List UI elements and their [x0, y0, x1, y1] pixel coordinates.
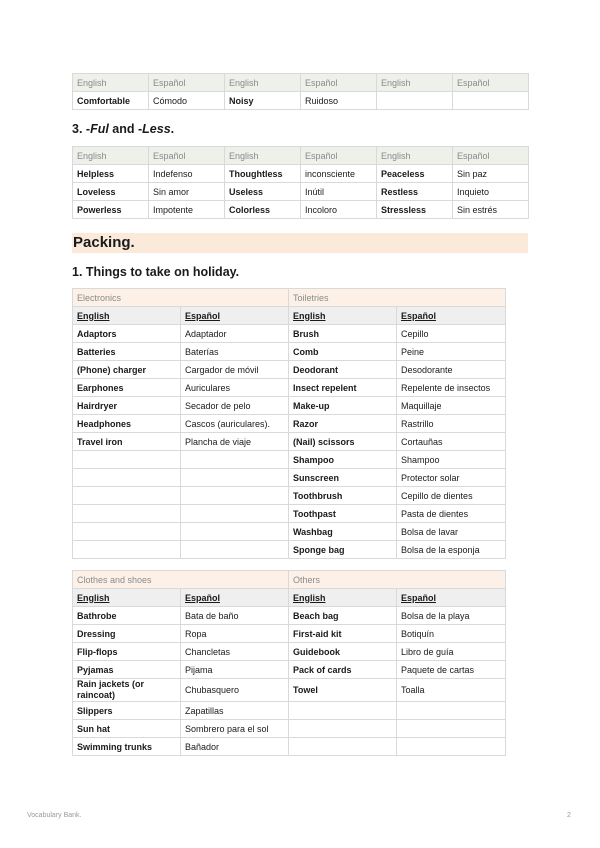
table-row: [73, 469, 506, 487]
col-header: English: [289, 589, 397, 607]
english-cell: Brush: [289, 325, 397, 343]
english-cell: First-aid kit: [289, 625, 397, 643]
spanish-cell: [397, 702, 506, 720]
english-cell: Swimming trunks: [73, 738, 181, 756]
spanish-cell: Cómodo: [149, 92, 225, 110]
spanish-cell: Baterías: [181, 343, 289, 361]
table-header-row: [73, 147, 529, 165]
packing-section-band: [72, 233, 528, 253]
spanish-cell: Inquieto: [453, 183, 529, 201]
english-cell: Rain jackets (or raincoat): [73, 679, 181, 702]
english-cell: Useless: [225, 183, 301, 201]
english-cell: (Phone) charger: [73, 361, 181, 379]
heading-prefix: 3. -: [72, 122, 91, 136]
column-header-row: [73, 307, 506, 325]
english-cell: Helpless: [73, 165, 149, 183]
table-row: [73, 397, 506, 415]
english-cell: Powerless: [73, 201, 149, 219]
english-cell: Sponge bag: [289, 541, 397, 559]
table-row: [73, 415, 506, 433]
spanish-cell: Bolsa de lavar: [397, 523, 506, 541]
table-row: [73, 505, 506, 523]
english-cell: Comb: [289, 343, 397, 361]
col-header: Español: [181, 589, 289, 607]
english-cell: Loveless: [73, 183, 149, 201]
english-cell: Flip-flops: [73, 643, 181, 661]
english-cell: Peaceless: [377, 165, 453, 183]
spanish-cell: Sin amor: [149, 183, 225, 201]
english-cell: Earphones: [73, 379, 181, 397]
section-heading-ful-less: [72, 122, 174, 136]
spanish-cell: Peine: [397, 343, 506, 361]
table-row: [73, 607, 506, 625]
table-row: [73, 661, 506, 679]
english-cell: Stressless: [377, 201, 453, 219]
table-row: [73, 379, 506, 397]
english-cell: [73, 451, 181, 469]
english-cell: [73, 541, 181, 559]
col-header: Español: [453, 147, 529, 165]
english-cell: Pyjamas: [73, 661, 181, 679]
english-cell: [73, 487, 181, 505]
spanish-cell: [181, 487, 289, 505]
col-header: Español: [397, 307, 506, 325]
spanish-cell: Secador de pelo: [181, 397, 289, 415]
spanish-cell: Rastrillo: [397, 415, 506, 433]
table-row: [73, 679, 506, 702]
english-cell: Bathrobe: [73, 607, 181, 625]
spanish-cell: Indefenso: [149, 165, 225, 183]
english-cell: Headphones: [73, 415, 181, 433]
spanish-cell: Chubasquero: [181, 679, 289, 702]
english-cell: Towel: [289, 679, 397, 702]
spanish-cell: [181, 469, 289, 487]
spanish-cell: Ruidoso: [301, 92, 377, 110]
col-header: Español: [149, 147, 225, 165]
spanish-cell: Desodorante: [397, 361, 506, 379]
table-row: [73, 201, 529, 219]
table-row: [73, 343, 506, 361]
spanish-cell: Bata de baño: [181, 607, 289, 625]
spanish-cell: Toalla: [397, 679, 506, 702]
category-electronics: Electronics: [73, 289, 289, 307]
col-header: Español: [149, 74, 225, 92]
spanish-cell: Paquete de cartas: [397, 661, 506, 679]
col-header: English: [73, 589, 181, 607]
english-cell: (Nail) scissors: [289, 433, 397, 451]
spanish-cell: Bolsa de la playa: [397, 607, 506, 625]
english-cell: Colorless: [225, 201, 301, 219]
english-cell: Dressing: [73, 625, 181, 643]
spanish-cell: Ropa: [181, 625, 289, 643]
english-cell: Adaptors: [73, 325, 181, 343]
col-header: English: [377, 147, 453, 165]
col-header: Español: [453, 74, 529, 92]
english-cell: Sun hat: [73, 720, 181, 738]
spanish-cell: Cargador de móvil: [181, 361, 289, 379]
spanish-cell: Repelente de insectos: [397, 379, 506, 397]
table-row: [73, 451, 506, 469]
english-cell: Hairdryer: [73, 397, 181, 415]
spanish-cell: Pasta de dientes: [397, 505, 506, 523]
heading-period: .: [170, 122, 175, 136]
category-toiletries: Toiletries: [289, 289, 506, 307]
ful-less-table: [72, 146, 529, 219]
spanish-cell: Plancha de viaje: [181, 433, 289, 451]
spanish-cell: Cepillo: [397, 325, 506, 343]
english-cell: Noisy: [225, 92, 301, 110]
english-cell: Comfortable: [73, 92, 149, 110]
table-row: [73, 702, 506, 720]
spanish-cell: Shampoo: [397, 451, 506, 469]
category-others: Others: [289, 571, 506, 589]
english-cell: Beach bag: [289, 607, 397, 625]
spanish-cell: inconsciente: [301, 165, 377, 183]
heading-and: and -: [108, 122, 143, 136]
spanish-cell: Cascos (auriculares).: [181, 415, 289, 433]
english-cell: Toothbrush: [289, 487, 397, 505]
table-row: [73, 720, 506, 738]
category-row: [73, 571, 506, 589]
spanish-cell: Cepillo de dientes: [397, 487, 506, 505]
english-cell: [73, 505, 181, 523]
spanish-cell: Bolsa de la esponja: [397, 541, 506, 559]
packing-title: Packing.: [73, 234, 135, 251]
table-row: [73, 643, 506, 661]
spanish-cell: Adaptador: [181, 325, 289, 343]
spanish-cell: Bañador: [181, 738, 289, 756]
table-row: [73, 165, 529, 183]
english-cell: [289, 720, 397, 738]
spanish-cell: Incoloro: [301, 201, 377, 219]
english-cell: Travel iron: [73, 433, 181, 451]
spanish-cell: Zapatillas: [181, 702, 289, 720]
english-cell: [289, 738, 397, 756]
col-header: English: [289, 307, 397, 325]
english-cell: Deodorant: [289, 361, 397, 379]
col-header: Español: [397, 589, 506, 607]
table-row: [73, 523, 506, 541]
table-row: [73, 183, 529, 201]
clothes-others-table: [72, 570, 506, 756]
table-row: [73, 433, 506, 451]
spanish-cell: [397, 738, 506, 756]
col-header: English: [73, 74, 149, 92]
col-header: English: [73, 307, 181, 325]
spanish-cell: Sombrero para el sol: [181, 720, 289, 738]
spanish-cell: Botiquín: [397, 625, 506, 643]
spanish-cell: Inútil: [301, 183, 377, 201]
spanish-cell: Sin estrés: [453, 201, 529, 219]
page-number: 2: [567, 812, 571, 819]
english-cell: Make-up: [289, 397, 397, 415]
spanish-cell: Sin paz: [453, 165, 529, 183]
column-header-row: [73, 589, 506, 607]
english-cell: Guidebook: [289, 643, 397, 661]
english-cell: Thoughtless: [225, 165, 301, 183]
col-header: Español: [301, 147, 377, 165]
english-cell: [377, 92, 453, 110]
english-cell: [73, 523, 181, 541]
english-cell: Pack of cards: [289, 661, 397, 679]
things-heading: 1. Things to take on holiday.: [72, 265, 240, 279]
col-header: English: [225, 147, 301, 165]
spanish-cell: Libro de guía: [397, 643, 506, 661]
heading-ful: Ful: [90, 122, 109, 136]
spanish-cell: Protector solar: [397, 469, 506, 487]
footer-title: Vocabulary Bank.: [27, 812, 82, 819]
electronics-toiletries-table: [72, 288, 506, 559]
table-row: [73, 738, 506, 756]
english-cell: Restless: [377, 183, 453, 201]
english-cell: Shampoo: [289, 451, 397, 469]
adjectives-table: [72, 73, 529, 110]
col-header: English: [73, 147, 149, 165]
col-header: English: [377, 74, 453, 92]
spanish-cell: [181, 451, 289, 469]
english-cell: Razor: [289, 415, 397, 433]
table-row: [73, 541, 506, 559]
category-clothes: Clothes and shoes: [73, 571, 289, 589]
spanish-cell: Pijama: [181, 661, 289, 679]
category-row: [73, 289, 506, 307]
english-cell: Batteries: [73, 343, 181, 361]
table-row: [73, 325, 506, 343]
spanish-cell: [181, 523, 289, 541]
english-cell: [289, 702, 397, 720]
spanish-cell: Impotente: [149, 201, 225, 219]
table-row: [73, 625, 506, 643]
table-header-row: [73, 74, 529, 92]
english-cell: Toothpast: [289, 505, 397, 523]
english-cell: Washbag: [289, 523, 397, 541]
spanish-cell: Chancletas: [181, 643, 289, 661]
english-cell: Insect repelent: [289, 379, 397, 397]
spanish-cell: [181, 541, 289, 559]
spanish-cell: Cortauñas: [397, 433, 506, 451]
table-row: [73, 92, 529, 110]
english-cell: Slippers: [73, 702, 181, 720]
english-cell: [73, 469, 181, 487]
col-header: Español: [181, 307, 289, 325]
english-cell: Sunscreen: [289, 469, 397, 487]
spanish-cell: Auriculares: [181, 379, 289, 397]
spanish-cell: [397, 720, 506, 738]
spanish-cell: [453, 92, 529, 110]
spanish-cell: [181, 505, 289, 523]
table-row: [73, 487, 506, 505]
col-header: Español: [301, 74, 377, 92]
heading-less: Less: [142, 122, 171, 136]
spanish-cell: Maquillaje: [397, 397, 506, 415]
table-row: [73, 361, 506, 379]
col-header: English: [225, 74, 301, 92]
